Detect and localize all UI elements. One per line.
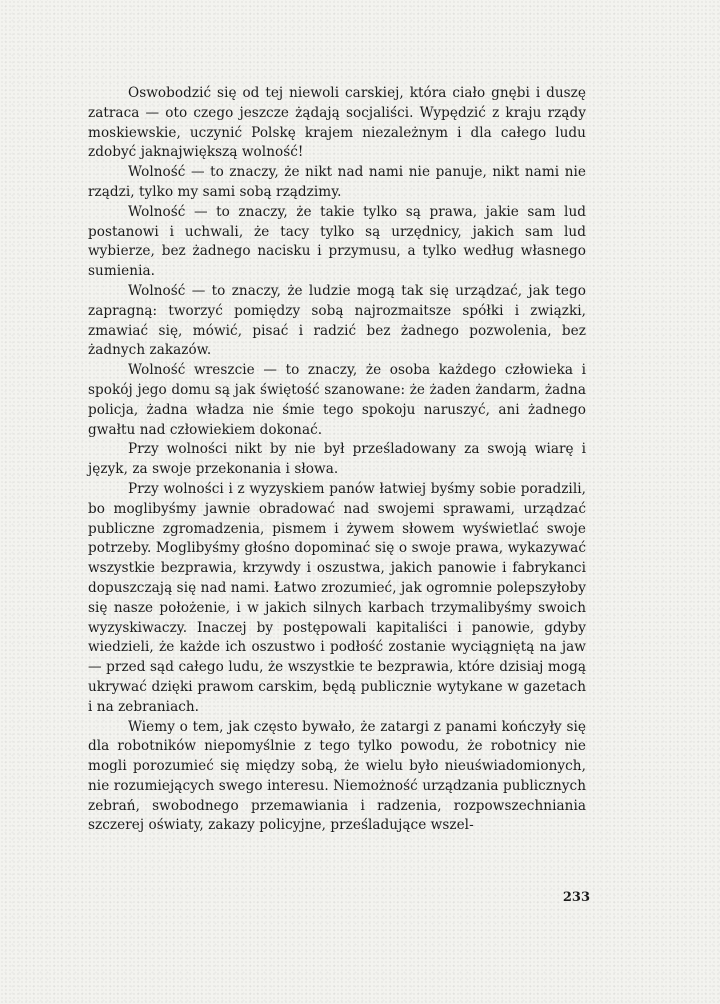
body-text	[88, 84, 586, 836]
paragraph: Oswobodzić się od tej niewoli carskiej, która ciało gnębi i duszę zatraca — oto czego jeszcze żądają socjaliści. Wypędzić z kraju rządy moskiewskie, uczynić Polskę krajem niezależnym i dla całego ludu zdobyć jaknajwiększą wolność!	[88, 85, 586, 161]
paragraph: Przy wolności nikt by nie był prześladowany za swoją wiarę i język, za swoje przekonania i słowa.	[88, 441, 586, 478]
paragraph: Wolność — to znaczy, że takie tylko są prawa, jakie sam lud postanowi i uchwali, że tacy tylko są urzędnicy, jakich sam lud wybierze, bez żadnego nacisku i przymusu, a tylko według własnego sumienia.	[88, 203, 586, 280]
paragraph: Przy wolności i z wyzyskiem panów łatwiej byśmy sobie poradzili, bo moglibyśmy jawnie obradować nad swojemi sprawami, urządzać publiczne zgromadzenia, pismem i żywem słowem wyświetlać swoje potrzeby. Moglibyśmy głośno dopominać się o swoje prawa, wykazywać wszystkie bezprawia, krzywdy i oszustwa, jakich panowie i fabrykanci dopuszczają się nad nami. Łatwo zrozumieć, jak ogromnie polepszyłoby się nasze położenie, i w jakich silnych karbach trzymalibyśmy swoich wyzyskiwaczy. Inaczej by postępowali kapitaliści i panowie, gdyby wiedzieli, że każde ich oszustwo i podłość zostanie wyciągniętą na jaw — przed sąd całego ludu, że wszystkie te bezprawia, które dzisiaj mogą ukrywać dzięki prawom carskim, będą publicznie wytykane w gazetach i na zebraniach.	[88, 480, 586, 715]
page-number: 233	[562, 890, 590, 905]
paragraph: Wolność — to znaczy, że ludzie mogą tak się urządzać, jak tego zapragną: tworzyć pomiędzy sobą najrozmaitsze spółki i związki, zmawiać się, mówić, pisać i radzić bez żadnego pozwolenia, bez żadnych zakazów.	[88, 282, 586, 359]
paragraph: Wolność — to znaczy, że nikt nad nami nie panuje, nikt nami nie rządzi, tylko my sami sobą rządzimy.	[88, 164, 586, 200]
paragraph: Wiemy o tem, jak często bywało, że zatargi z panami kończyły się dla robotników niepomyślnie z tego tylko powodu, że robotnicy nie mogli porozumieć się między sobą, że wielu było nieuświadomionych, nie rozumiejących swego interesu. Niemożność urządzania publicznych zebrań, swobodnego przemawiania i radzenia, rozpowszechniania szczerej oświaty, zakazy policyjne, prześladujące wszel-	[88, 718, 586, 834]
paragraph: Wolność wreszcie — to znaczy, że osoba każdego człowieka i spokój jego domu są jak świętość szanowane: że żaden żandarm, żadna policja, żadna władza nie śmie tego spokoju naruszyć, ani żadnego gwałtu nad człowiekiem dokonać.	[88, 362, 586, 438]
